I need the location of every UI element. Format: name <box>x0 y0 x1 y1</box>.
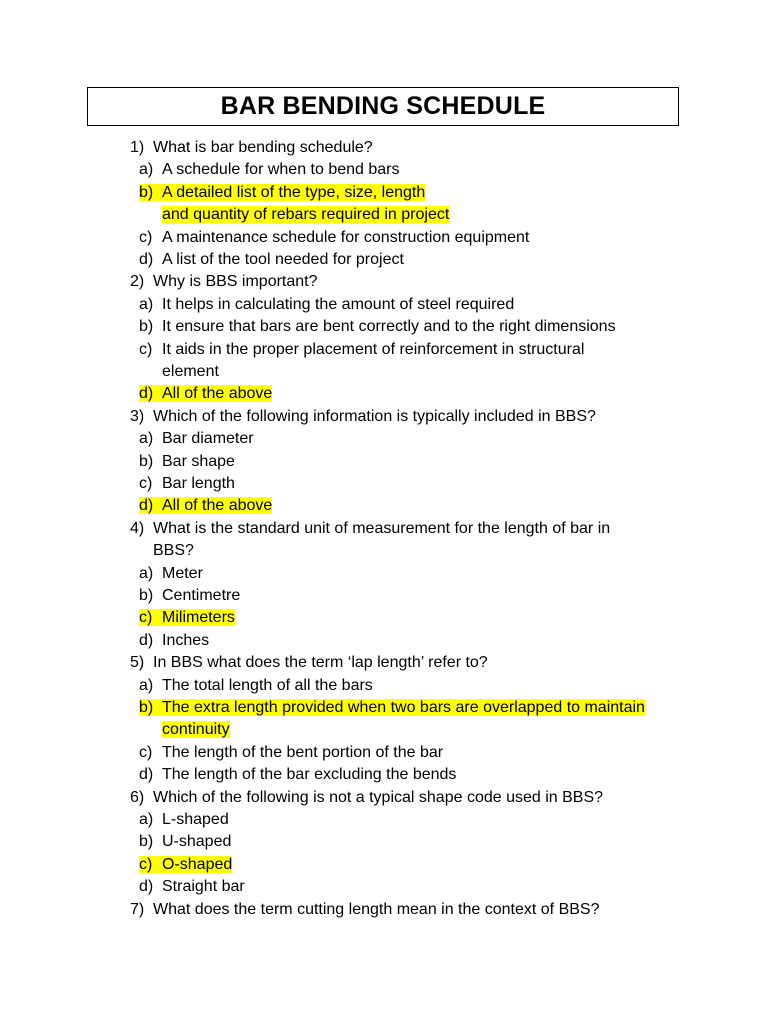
option-label: b) <box>139 699 154 716</box>
option-text: The extra length provided when two bars are overlapped to maintain <box>162 699 645 716</box>
option-text: U-shaped <box>162 833 232 851</box>
question-number: 2) <box>130 273 145 291</box>
answer <box>139 341 584 358</box>
option-label: d) <box>139 631 154 649</box>
answer <box>139 833 231 850</box>
highlighted-answer <box>139 497 272 514</box>
option-text: It ensure that bars are bent correctly and to the right dimensions <box>162 318 616 336</box>
option-2-d-correct <box>139 383 272 405</box>
option-text: Bar diameter <box>162 430 254 448</box>
option-4-c-correct <box>139 607 235 629</box>
option-1-b-correct <box>139 182 425 204</box>
question-number: 5) <box>130 654 145 672</box>
page-title: BAR BENDING SCHEDULE <box>220 92 546 120</box>
question-1 <box>130 137 373 159</box>
option-5-c <box>139 742 443 764</box>
option-6-d <box>139 876 245 898</box>
answer <box>139 229 529 246</box>
option-text: All of the above <box>162 385 273 403</box>
option-text: Meter <box>162 564 203 582</box>
option-label: c) <box>139 609 153 627</box>
highlighted-answer <box>139 184 425 201</box>
question-text: Which of the following information is typically included in BBS? <box>153 407 596 425</box>
option-label: d) <box>139 878 154 896</box>
option-1-d <box>139 249 404 271</box>
answer <box>139 565 203 582</box>
option-6-a <box>139 809 229 831</box>
question-2 <box>130 271 318 293</box>
option-text: L-shaped <box>162 811 229 828</box>
highlighted-answer <box>139 699 645 716</box>
answer <box>139 811 229 828</box>
option-label: b) <box>139 452 154 470</box>
question-4-continued <box>153 540 194 562</box>
option-text: Centimetre <box>162 587 241 604</box>
question-number: 3) <box>130 407 145 425</box>
option-5-b-continued <box>162 719 230 741</box>
option-1-b-continued <box>162 204 449 226</box>
option-text: element <box>162 363 219 380</box>
option-text: All of the above <box>162 497 273 515</box>
option-4-a <box>139 563 203 585</box>
option-label: c) <box>139 475 153 492</box>
option-2-b <box>139 316 616 338</box>
question-3 <box>130 406 596 428</box>
question-number: 7) <box>130 900 145 918</box>
option-label: a) <box>139 676 154 694</box>
option-label: d) <box>139 497 154 515</box>
option-6-c-correct <box>139 854 232 876</box>
option-text: Bar length <box>162 475 235 492</box>
question-text: What is the standard unit of measurement for the length of bar in <box>153 519 611 537</box>
option-text: Bar shape <box>162 452 235 470</box>
option-label: d) <box>139 385 154 403</box>
answer <box>139 318 616 335</box>
option-5-a <box>139 675 373 697</box>
option-label: c) <box>139 743 153 761</box>
option-label: a) <box>139 430 154 448</box>
question-text: What is bar bending schedule? <box>153 139 373 156</box>
option-text: The total length of all the bars <box>162 676 373 694</box>
question-4 <box>130 518 610 540</box>
answer <box>139 878 245 895</box>
answer <box>139 430 254 447</box>
answer <box>139 161 400 178</box>
option-1-a <box>139 159 400 181</box>
option-text: It helps in calculating the amount of steel required <box>162 295 515 313</box>
question-number: 1) <box>130 139 145 156</box>
option-5-b-correct <box>139 697 645 719</box>
question-number: 4) <box>130 519 145 537</box>
answer <box>139 251 404 268</box>
option-6-b <box>139 831 231 853</box>
answer <box>139 677 373 694</box>
option-text: Straight bar <box>162 878 245 896</box>
option-text: O-shaped <box>162 855 233 873</box>
highlighted-answer <box>139 385 272 402</box>
question-number: 6) <box>130 788 145 806</box>
option-label: b) <box>139 833 154 851</box>
option-5-d <box>139 764 456 786</box>
option-text: and quantity of rebars required in project <box>162 206 450 224</box>
option-3-c <box>139 473 235 495</box>
option-text: A schedule for when to bend bars <box>162 161 400 179</box>
question-6 <box>130 787 603 809</box>
question-text: Why is BBS important? <box>153 273 318 291</box>
question-text: What does the term cutting length mean in the context of BBS? <box>153 900 600 918</box>
option-label: a) <box>139 161 154 179</box>
option-label: b) <box>139 183 154 201</box>
option-3-a <box>139 428 254 450</box>
question-text: BBS? <box>153 542 194 560</box>
answer <box>139 296 514 313</box>
option-text: A maintenance schedule for construction equipment <box>162 228 530 246</box>
question-text: In BBS what does the term ‘lap length’ refer to? <box>153 654 488 672</box>
option-label: a) <box>139 811 154 828</box>
answer <box>139 453 235 470</box>
option-label: b) <box>139 318 154 336</box>
option-1-c <box>139 227 529 249</box>
question-text: Which of the following is not a typical shape code used in BBS? <box>153 788 604 806</box>
option-3-b <box>139 451 235 473</box>
highlighted-answer <box>139 856 232 873</box>
option-text: Inches <box>162 631 210 649</box>
option-4-d <box>139 630 209 652</box>
option-label: c) <box>139 340 153 358</box>
option-2-a <box>139 294 514 316</box>
option-label: a) <box>139 295 154 313</box>
option-label: a) <box>139 564 154 582</box>
question-5 <box>130 652 488 674</box>
answer <box>139 475 235 492</box>
answer <box>139 587 240 604</box>
answer <box>139 744 443 761</box>
option-label: c) <box>139 228 153 246</box>
option-text: The length of the bent portion of the bar <box>162 743 444 761</box>
answer <box>139 632 209 649</box>
option-2-c-continued <box>162 361 219 383</box>
option-text: continuity <box>162 721 230 739</box>
option-text: It aids in the proper placement of reinforcement in structural <box>162 340 585 358</box>
option-label: d) <box>139 766 154 784</box>
question-7 <box>130 899 599 921</box>
highlighted-answer <box>139 609 235 626</box>
option-text: A list of the tool needed for project <box>162 251 404 268</box>
option-label: d) <box>139 251 154 268</box>
option-4-b <box>139 585 240 607</box>
title-box <box>87 87 679 126</box>
answer <box>139 766 456 783</box>
option-text: Milimeters <box>162 609 235 627</box>
option-text: A detailed list of the type, size, length <box>162 183 426 201</box>
option-3-d-correct <box>139 495 272 517</box>
option-2-c <box>139 339 584 361</box>
option-label: b) <box>139 587 154 604</box>
option-text: The length of the bar excluding the bends <box>162 766 457 784</box>
option-label: c) <box>139 855 153 873</box>
